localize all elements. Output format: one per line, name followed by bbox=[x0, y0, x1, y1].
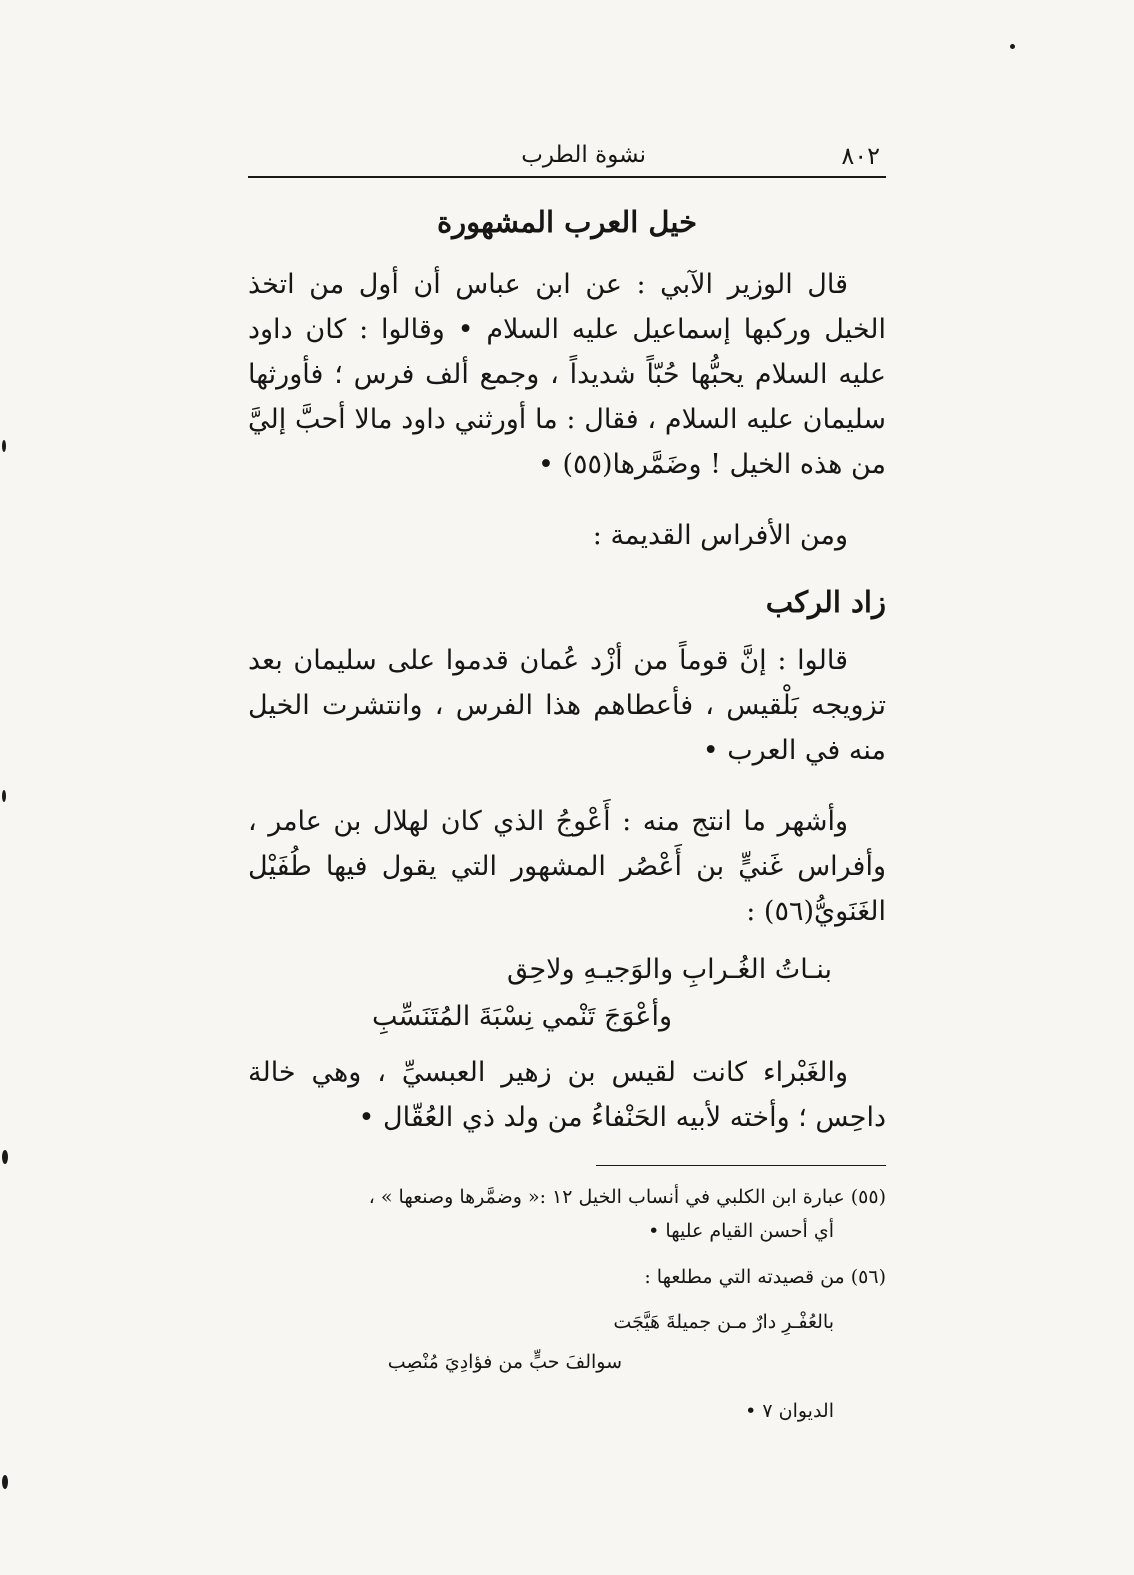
paragraph-ancient-horses-intro: ومن الأفراس القديمة : bbox=[592, 520, 848, 551]
footnote-divider bbox=[596, 1165, 886, 1166]
footnote-56-intro: (٥٦) من قصيدته التي مطلعها : bbox=[644, 1266, 886, 1288]
ink-speck bbox=[2, 1475, 8, 1489]
footnotes bbox=[248, 1180, 886, 1428]
footnote-56-verse-1: بالعُفْـرِ دارٌ مـن جميلةَ هَيَّجَت bbox=[613, 1311, 834, 1333]
running-title: نشوة الطرب bbox=[521, 142, 646, 168]
subheading-zad-al-rakb: زاد الركب bbox=[765, 585, 886, 619]
footnote-56-verse-2: سوالفَ حبٍّ من فؤادِيَ مُنْصِب bbox=[387, 1351, 622, 1373]
footnote-55-line-2: أي أحسن القيام عليها • bbox=[648, 1220, 834, 1242]
page-number: ٨٠٢ bbox=[841, 142, 880, 170]
ink-speck bbox=[2, 1150, 8, 1164]
verse-second-hemistich: وأعْوَجَ تَنْمي نِسْبَةَ المُتَنَسِّبِ bbox=[371, 1001, 672, 1032]
ink-speck bbox=[1010, 44, 1015, 49]
footnote-55-line-1: (٥٥) عبارة ابن الكلبي في أنساب الخيل ١٢ :« وضمَّرها وصنعها » ، bbox=[368, 1186, 886, 1208]
paragraph-zad-al-rakb: قالوا : إنَّ قوماً من أزْد عُمان قدموا على سليمان بعد تزويجه بَلْقيس ، فأعطاهم هذا الفرس ، وانتشرت الخيل منه في العرب • bbox=[248, 645, 886, 766]
page-header bbox=[248, 140, 886, 178]
paragraph-origin-of-horses: قال الوزير الآبي : عن ابن عباس أن أول من اتخذ الخيل وركبها إسماعيل عليه السلام • وقالوا : كان داود عليه السلام يحبُّها حُبّاً شديداً ، وجمع ألف فرس ؛ فأورثها سليمان عليه السلام ، فقال : ما أورثني داود مالا أحبَّ إليَّ من هذه الخيل ! وضَمَّرها(٥٥) • bbox=[248, 269, 886, 480]
ink-speck bbox=[2, 790, 6, 802]
paragraph-famous-offspring: وأشهر ما انتج منه : أَعْوجُ الذي كان لهلال بن عامر ، وأفراس غَنيٍّ بن أَعْصُر المشهور التي يقول فيها طُفَيْل الغَنَويُّ(٥٦) : bbox=[248, 806, 886, 927]
section-title: خيل العرب المشهورة bbox=[436, 205, 698, 239]
verse-first-hemistich: بنـاتُ الغُـرابِ والوَجيـهِ ولاحِق bbox=[506, 954, 832, 985]
main-text bbox=[248, 196, 886, 1140]
paragraph-al-ghabra: والغَبْراء كانت لقيس بن زهير العبسيِّ ، وهي خالة داحِس ؛ وأخته لأبيه الحَنْفاءُ من ولد ذي العُقّال • bbox=[248, 1057, 886, 1133]
ink-speck bbox=[2, 440, 6, 452]
footnote-56-source: الديوان ٧ • bbox=[745, 1400, 834, 1422]
poem-verse bbox=[248, 946, 886, 1040]
